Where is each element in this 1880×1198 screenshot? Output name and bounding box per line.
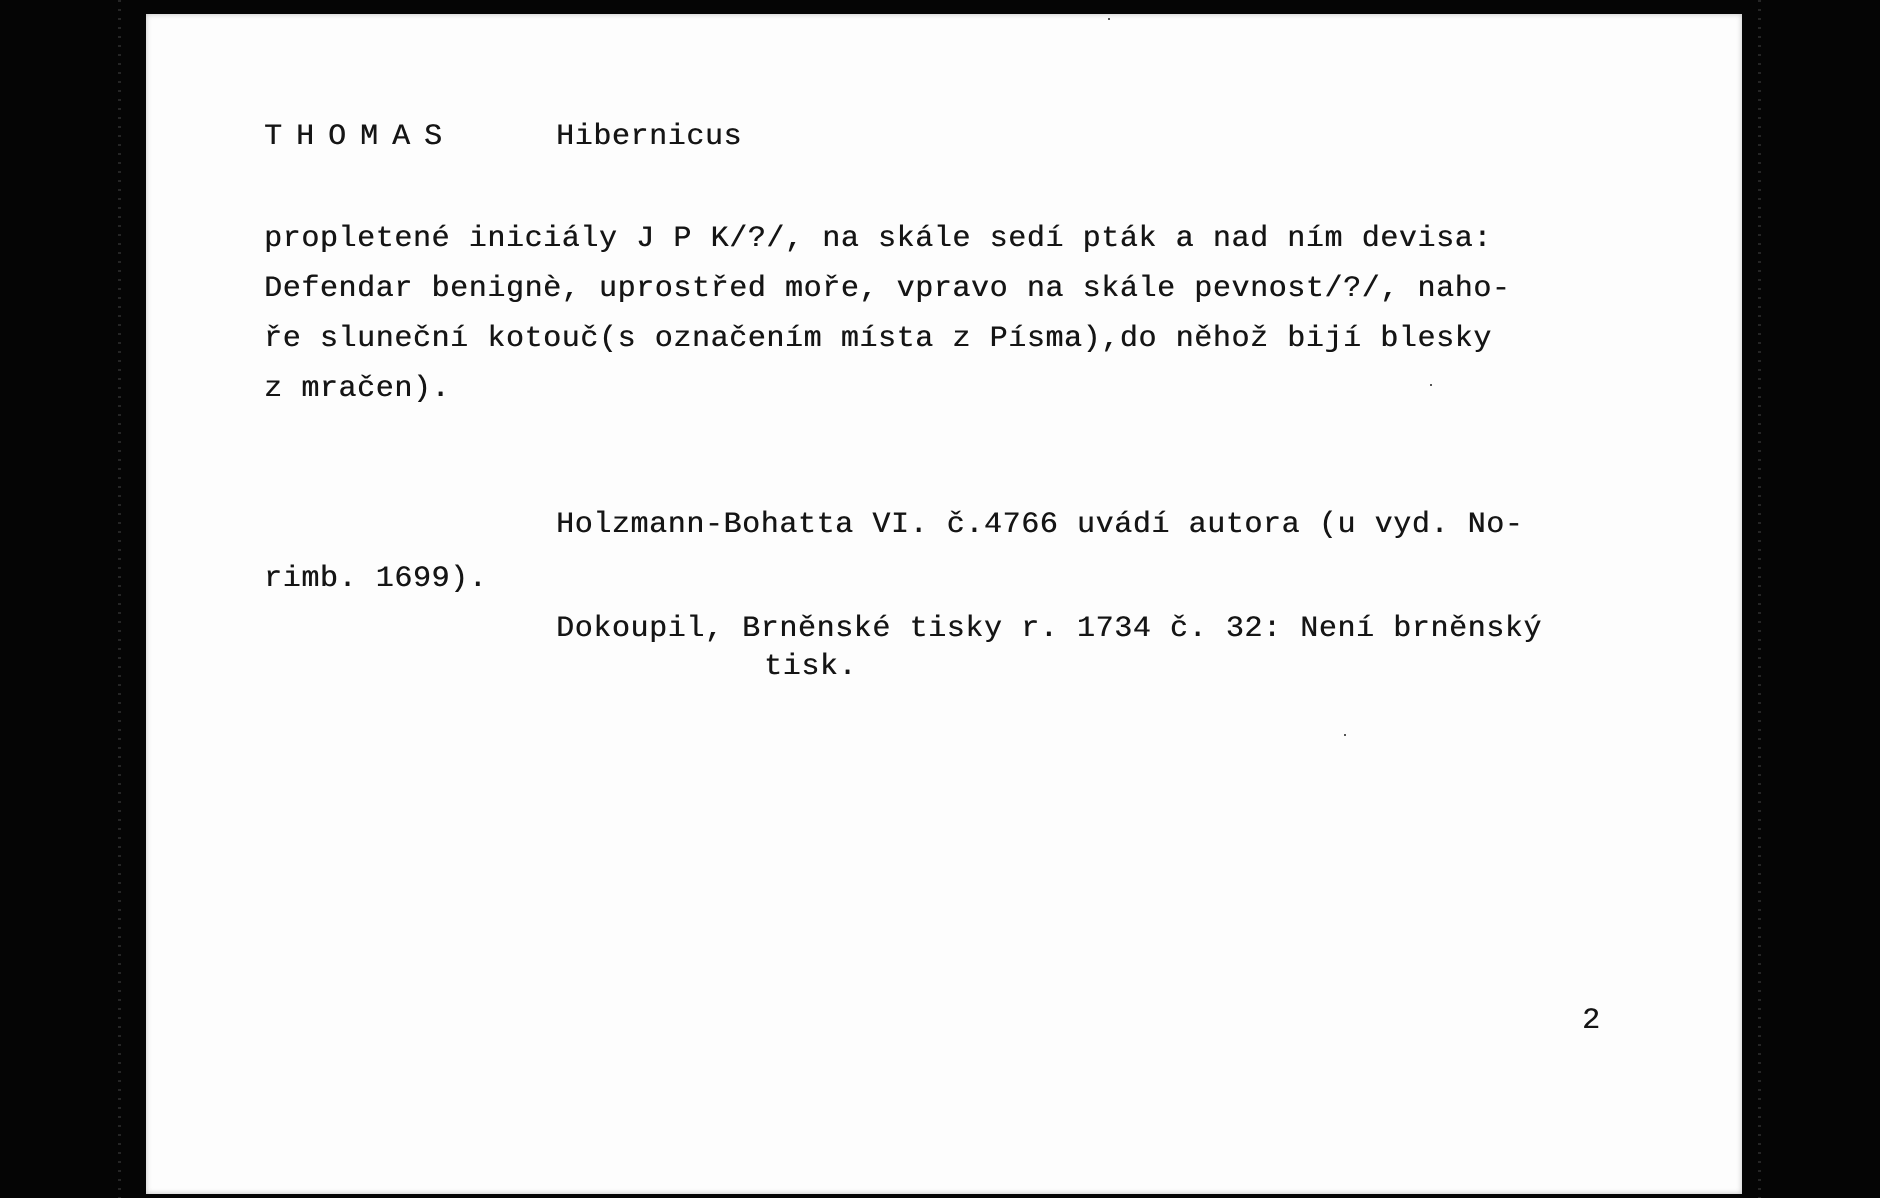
page-number: 2 [1582,1004,1601,1038]
reference-holzmann-line-1: Holzmann-Bohatta VI. č.4766 uvádí autora (u vyd. No- [556,508,1524,542]
description-line-4: z mračen). [264,372,451,406]
reference-dokoupil-line-1: Dokoupil, Brněnské tisky r. 1734 č. 32: Není brněnský [556,612,1542,646]
catalog-card [146,14,1742,1194]
description-line-2: Defendar benignè, uprostřed moře, vpravo na skále pevnost/?/, naho- [264,272,1511,306]
reference-dokoupil-line-2: tisk. [764,650,858,684]
scan-speck [1108,18,1110,20]
scan-speck [1430,384,1432,386]
heading-given-name: Hibernicus [556,120,743,154]
scan-edge-left [118,0,121,1198]
description-line-1: propletené iniciály J P K/?/, na skále sedí pták a nad ním devisa: [264,222,1492,256]
description-line-3: ře sluneční kotouč(s označením místa z Písma),do něhož bijí blesky [264,322,1492,356]
reference-holzmann-line-2: rimb. 1699). [264,562,488,596]
scan-speck [1344,734,1346,736]
heading-surname: THOMAS [264,120,457,154]
scan-edge-right [1758,0,1761,1198]
